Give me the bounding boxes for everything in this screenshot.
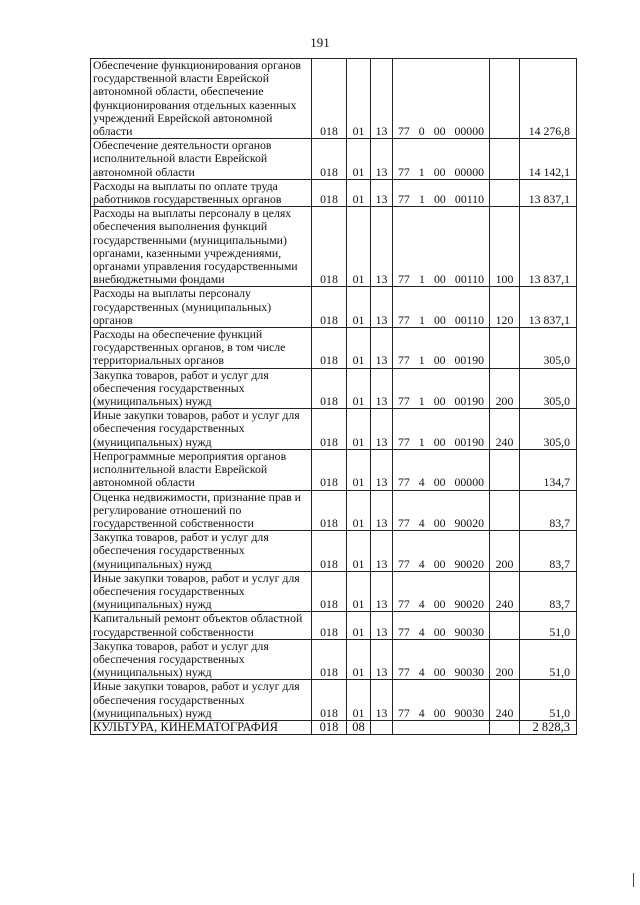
row-name: Капитальный ремонт объектов областной государственной собственности	[91, 612, 312, 639]
row-sum: 51,0	[520, 612, 577, 639]
csr-program: 77	[398, 624, 410, 639]
row-gr: 018	[312, 571, 347, 612]
csr-code: 00190	[454, 434, 484, 449]
row-sum: 14 276,8	[520, 59, 577, 139]
row-rz: 01	[347, 287, 371, 328]
row-csr	[393, 531, 490, 572]
table-row	[91, 287, 577, 328]
csr-code: 00190	[454, 353, 484, 368]
row-sum: 51,0	[520, 680, 577, 721]
csr-code: 90030	[454, 705, 484, 720]
row-vr: 240	[490, 680, 520, 721]
row-rz: 01	[347, 59, 371, 139]
row-gr: 018	[312, 368, 347, 409]
row-vr	[490, 59, 520, 139]
csr-code: 00190	[454, 394, 484, 409]
csr-code: 00110	[454, 272, 484, 287]
csr-subprogram: 1	[418, 434, 425, 449]
row-pr: 13	[371, 612, 393, 639]
csr-subprogram: 1	[418, 272, 425, 287]
row-gr: 018	[312, 207, 347, 287]
row-name: Закупка товаров, работ и услуг для обеспечения государственных (муниципальных) нужд	[91, 368, 312, 409]
csr-program: 77	[398, 665, 410, 680]
csr-direction: 00	[433, 475, 446, 490]
row-pr: 13	[371, 139, 393, 180]
csr-program: 77	[398, 394, 410, 409]
row-pr: 13	[371, 571, 393, 612]
csr-program: 77	[398, 434, 410, 449]
row-gr: 018	[312, 179, 347, 206]
table-row	[91, 720, 577, 734]
row-rz: 01	[347, 139, 371, 180]
csr-subprogram: 1	[418, 312, 425, 327]
row-csr	[393, 207, 490, 287]
row-csr	[393, 139, 490, 180]
csr-direction: 00	[433, 164, 446, 179]
csr-program: 77	[398, 124, 410, 139]
row-name: Закупка товаров, работ и услуг для обеспечения государственных (муниципальных) нужд	[91, 639, 312, 680]
row-pr: 13	[371, 287, 393, 328]
row-rz: 01	[347, 490, 371, 531]
row-csr	[393, 680, 490, 721]
csr-subprogram: 4	[418, 515, 425, 530]
row-gr: 018	[312, 531, 347, 572]
csr-code: 00000	[454, 164, 484, 179]
row-csr	[393, 639, 490, 680]
row-gr: 018	[312, 490, 347, 531]
table-row	[91, 612, 577, 639]
csr-direction: 00	[433, 312, 446, 327]
csr-program: 77	[398, 597, 410, 612]
csr-direction: 00	[433, 124, 446, 139]
csr-code: 00000	[454, 124, 484, 139]
row-rz: 01	[347, 531, 371, 572]
csr-direction: 00	[433, 434, 446, 449]
row-gr: 018	[312, 680, 347, 721]
row-name: Обеспечение деятельности органов исполнительной власти Еврейской автономной области	[91, 139, 312, 180]
row-name: КУЛЬТУРА, КИНЕМАТОГРАФИЯ	[91, 720, 312, 734]
row-rz: 08	[347, 720, 371, 734]
row-name: Обеспечение функционирования органов государственной власти Еврейской автономной области, обеспечение функционирования отдельных казенных учреждений Еврейской автономной области	[91, 59, 312, 139]
row-name: Иные закупки товаров, работ и услуг для обеспечения государственных (муниципальных) нужд	[91, 680, 312, 721]
csr-program: 77	[398, 475, 410, 490]
csr-direction: 00	[433, 515, 446, 530]
row-csr	[393, 490, 490, 531]
csr-code: 00000	[454, 475, 484, 490]
row-rz: 01	[347, 612, 371, 639]
row-name: Иные закупки товаров, работ и услуг для обеспечения государственных (муниципальных) нужд	[91, 571, 312, 612]
csr-program: 77	[398, 192, 410, 207]
table-row	[91, 571, 577, 612]
row-sum: 134,7	[520, 449, 577, 490]
row-sum: 83,7	[520, 571, 577, 612]
row-sum: 51,0	[520, 639, 577, 680]
csr-program: 77	[398, 164, 410, 179]
row-name: Непрограммные мероприятия органов исполнительной власти Еврейской автономной области	[91, 449, 312, 490]
row-pr: 13	[371, 531, 393, 572]
row-vr: 200	[490, 368, 520, 409]
row-csr	[393, 59, 490, 139]
row-csr	[393, 612, 490, 639]
csr-direction: 00	[433, 272, 446, 287]
row-csr	[393, 571, 490, 612]
csr-direction: 00	[433, 353, 446, 368]
row-csr	[393, 368, 490, 409]
row-sum: 305,0	[520, 328, 577, 369]
csr-code: 90020	[454, 556, 484, 571]
row-csr	[393, 287, 490, 328]
row-pr: 13	[371, 639, 393, 680]
csr-direction: 00	[433, 705, 446, 720]
row-vr	[490, 720, 520, 734]
row-gr: 018	[312, 328, 347, 369]
row-vr	[490, 449, 520, 490]
csr-direction: 00	[433, 665, 446, 680]
csr-subprogram: 4	[418, 705, 425, 720]
csr-direction: 00	[433, 192, 446, 207]
csr-program: 77	[398, 312, 410, 327]
table-row	[91, 531, 577, 572]
row-vr	[490, 490, 520, 531]
row-csr	[393, 720, 490, 734]
row-rz: 01	[347, 639, 371, 680]
csr-direction: 00	[433, 394, 446, 409]
table-row	[91, 139, 577, 180]
csr-program: 77	[398, 353, 410, 368]
row-name: Расходы на выплаты персоналу государственных (муниципальных) органов	[91, 287, 312, 328]
row-pr: 13	[371, 179, 393, 206]
row-rz: 01	[347, 207, 371, 287]
row-gr: 018	[312, 139, 347, 180]
table-row	[91, 179, 577, 206]
csr-subprogram: 4	[418, 665, 425, 680]
row-csr	[393, 449, 490, 490]
row-rz: 01	[347, 368, 371, 409]
row-vr: 100	[490, 207, 520, 287]
row-rz: 01	[347, 571, 371, 612]
row-pr: 13	[371, 368, 393, 409]
row-vr	[490, 139, 520, 180]
csr-direction: 00	[433, 597, 446, 612]
row-name: Оценка недвижимости, признание прав и регулирование отношений по государственной собственности	[91, 490, 312, 531]
row-sum: 305,0	[520, 409, 577, 450]
row-sum: 13 837,1	[520, 179, 577, 206]
row-sum: 83,7	[520, 490, 577, 531]
table-row	[91, 490, 577, 531]
row-gr: 018	[312, 449, 347, 490]
csr-subprogram: 1	[418, 164, 425, 179]
table-row	[91, 449, 577, 490]
row-rz: 01	[347, 409, 371, 450]
row-gr: 018	[312, 612, 347, 639]
row-name: Иные закупки товаров, работ и услуг для обеспечения государственных (муниципальных) нужд	[91, 409, 312, 450]
row-csr	[393, 409, 490, 450]
csr-subprogram: 1	[418, 192, 425, 207]
csr-subprogram: 0	[418, 124, 425, 139]
csr-program: 77	[398, 556, 410, 571]
row-vr	[490, 179, 520, 206]
row-pr: 13	[371, 680, 393, 721]
row-vr: 200	[490, 639, 520, 680]
csr-code: 90020	[454, 515, 484, 530]
row-gr: 018	[312, 59, 347, 139]
table-row	[91, 368, 577, 409]
row-gr: 018	[312, 639, 347, 680]
row-pr: 13	[371, 328, 393, 369]
row-pr	[371, 720, 393, 734]
row-pr: 13	[371, 449, 393, 490]
csr-code: 90020	[454, 597, 484, 612]
row-vr: 240	[490, 409, 520, 450]
row-pr: 13	[371, 59, 393, 139]
row-vr: 240	[490, 571, 520, 612]
row-name: Закупка товаров, работ и услуг для обеспечения государственных (муниципальных) нужд	[91, 531, 312, 572]
row-rz: 01	[347, 328, 371, 369]
csr-subprogram: 4	[418, 597, 425, 612]
row-vr: 200	[490, 531, 520, 572]
row-gr: 018	[312, 287, 347, 328]
csr-direction: 00	[433, 556, 446, 571]
row-pr: 13	[371, 409, 393, 450]
csr-code: 90030	[454, 665, 484, 680]
csr-program: 77	[398, 515, 410, 530]
row-sum: 2 828,3	[520, 720, 577, 734]
csr-program: 77	[398, 272, 410, 287]
budget-table	[90, 58, 577, 735]
row-name: Расходы на выплаты по оплате труда работников государственных органов	[91, 179, 312, 206]
row-pr: 13	[371, 207, 393, 287]
row-sum: 83,7	[520, 531, 577, 572]
row-gr: 018	[312, 409, 347, 450]
table-row	[91, 59, 577, 139]
csr-subprogram: 1	[418, 353, 425, 368]
table-row	[91, 409, 577, 450]
csr-subprogram: 4	[418, 624, 425, 639]
row-pr: 13	[371, 490, 393, 531]
csr-direction: 00	[433, 624, 446, 639]
row-rz: 01	[347, 449, 371, 490]
csr-code: 90030	[454, 624, 484, 639]
budget-table-body	[91, 59, 577, 735]
row-vr: 120	[490, 287, 520, 328]
row-vr	[490, 328, 520, 369]
row-sum: 14 142,1	[520, 139, 577, 180]
row-rz: 01	[347, 179, 371, 206]
csr-program: 77	[398, 705, 410, 720]
csr-code: 00110	[454, 312, 484, 327]
scan-mark	[633, 873, 634, 887]
row-name: Расходы на обеспечение функций государственных органов, в том числе территориальных органов	[91, 328, 312, 369]
csr-code: 00110	[454, 192, 484, 207]
row-gr: 018	[312, 720, 347, 734]
page-number: 191	[310, 35, 330, 50]
table-row	[91, 680, 577, 721]
table-row	[91, 207, 577, 287]
csr-subprogram: 4	[418, 475, 425, 490]
row-csr	[393, 328, 490, 369]
row-sum: 13 837,1	[520, 207, 577, 287]
row-sum: 305,0	[520, 368, 577, 409]
row-csr	[393, 179, 490, 206]
row-rz: 01	[347, 680, 371, 721]
table-row	[91, 639, 577, 680]
row-sum: 13 837,1	[520, 287, 577, 328]
row-vr	[490, 612, 520, 639]
csr-subprogram: 1	[418, 394, 425, 409]
table-row	[91, 328, 577, 369]
csr-subprogram: 4	[418, 556, 425, 571]
row-name: Расходы на выплаты персоналу в целях обеспечения выполнения функций государственными (муниципальными) органами, казенными учреждениями, органами управления государственными внебюджетными фондами	[91, 207, 312, 287]
